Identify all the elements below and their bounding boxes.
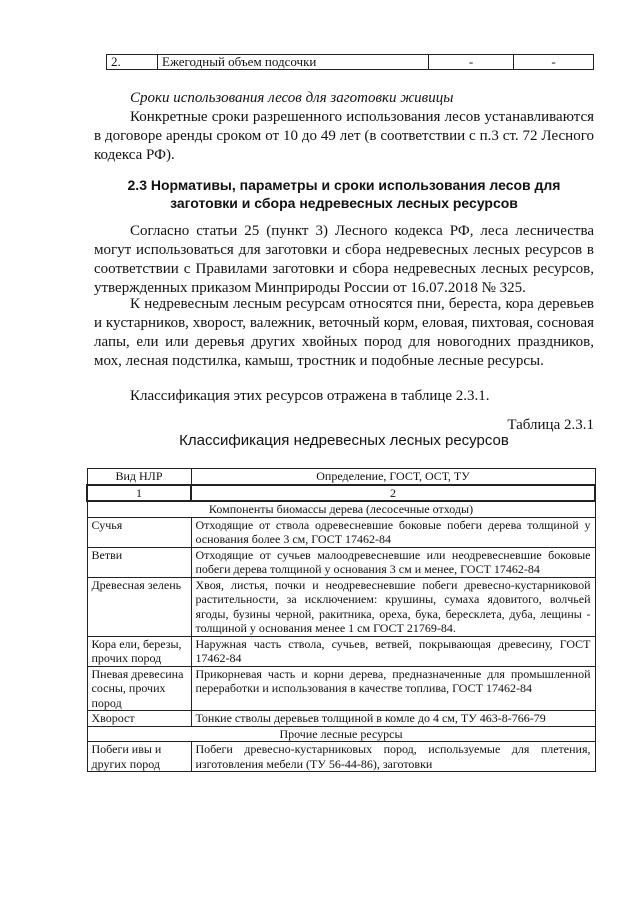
paragraph-3: Классификация этих ресурсов отражена в таблице 2.3.1.	[130, 388, 490, 404]
table-row	[87, 711, 595, 727]
paragraph-2: К недревесным лесным ресурсам относятся пни, береста, кора деревьев и кустарников, хворост, валежник, веточный корм, еловая, пихтовая, сосновая лапы, ели или деревья других хвойных пород для новогодних праздников, мох, лесная подстилка, камыш, тростник и подобные лесные ресурсы.	[94, 296, 594, 369]
classification-table	[86, 468, 596, 772]
table-row	[87, 742, 595, 772]
row-name: Ежегодный объем подсочки	[158, 55, 429, 70]
section-heading: 2.3 Нормативы, параметры и сроки использования лесов для заготовки и сбора недревесных лесных ресурсов	[127, 177, 561, 211]
table-row	[87, 636, 595, 666]
group-row	[87, 501, 595, 517]
col1-header: Вид НЛР	[87, 469, 191, 485]
resource-type: Пневая древесина сосны, прочих пород	[87, 666, 191, 711]
terms-paragraph: Конкретные сроки разрешенного использования лесов устанавливаются в договоре аренды сроком от 10 до 49 лет (в соответствии с п.3 ст. 72 Лесного кодекса РФ).	[94, 109, 594, 163]
table-row	[87, 517, 595, 547]
resource-type: Хворост	[87, 711, 191, 727]
resource-definition: Тонкие стволы деревьев толщиной в комле до 4 см, ТУ 463-8-766-79	[191, 711, 595, 727]
col2-header: Определение, ГОСТ, ОСТ, ТУ	[191, 469, 595, 485]
resource-type: Сучья	[87, 517, 191, 547]
table-caption: Классификация недревесных лесных ресурсов	[179, 432, 509, 449]
table-header-row	[87, 469, 595, 485]
terms-heading: Сроки использования лесов для заготовки живицы	[130, 90, 454, 106]
row-number: 2.	[107, 55, 158, 70]
table-row	[107, 55, 594, 70]
resource-definition: Побеги древесно-кустарниковых пород, используемые для плетения, изготовления мебели (ТУ 56-44-86), заготовки	[191, 742, 595, 772]
resource-type: Древесная зелень	[87, 577, 191, 636]
group-2-label: Прочие лесные ресурсы	[87, 726, 595, 742]
col2-number: 2	[191, 485, 595, 502]
resource-type: Ветви	[87, 547, 191, 577]
resource-type: Побеги ивы и других пород	[87, 742, 191, 772]
resource-definition: Хвоя, листья, почки и неодревесневшие побеги древесно-кустарниковой растительности, за исключением: крушины, сумаха ядовитого, волчьей ягоды, бузины черной, ракитника, ореха, бука, бересклета, дуба, лещины - толщиной у основания менее 1 см ГОСТ 21769-84.	[191, 577, 595, 636]
row-value-1: -	[429, 55, 514, 70]
paragraph-1: Согласно статьи 25 (пункт 3) Лесного кодекса РФ, леса лесничества могут использоваться для заготовки и сбора недревесных лесных ресурсов в соответствии с Правилами заготовки и сбора недревесных лесных ресурсов, утвержденных приказом Минприроды России от 16.07.2018 № 325.	[94, 223, 594, 296]
resource-definition: Отходящие от ствола одревесневшие боковые побеги дерева толщиной у основания более 3 см, ГОСТ 17462-84	[191, 517, 595, 547]
top-table	[106, 54, 594, 70]
resource-definition: Прикорневая часть и корни дерева, предназначенные для промышленной переработки и использования в качестве топлива, ГОСТ 17462-84	[191, 666, 595, 711]
row-value-2: -	[514, 55, 594, 70]
table-row	[87, 666, 595, 711]
col1-number: 1	[87, 485, 191, 502]
table-row	[87, 577, 595, 636]
resource-definition: Отходящие от сучьев малоодревесневшие или неодревесневшие боковые побеги дерева толщиной у основания 3 см и менее, ГОСТ 17462-84	[191, 547, 595, 577]
group-1-label: Компоненты биомассы дерева (лесосечные отходы)	[87, 501, 595, 517]
table-number: Таблица 2.3.1	[507, 417, 594, 433]
resource-definition: Наружная часть ствола, сучьев, ветвей, покрывающая древесину, ГОСТ 17462-84	[191, 636, 595, 666]
table-row	[87, 547, 595, 577]
table-numbers-row	[87, 485, 595, 502]
group-row	[87, 726, 595, 742]
resource-type: Кора ели, березы, прочих пород	[87, 636, 191, 666]
